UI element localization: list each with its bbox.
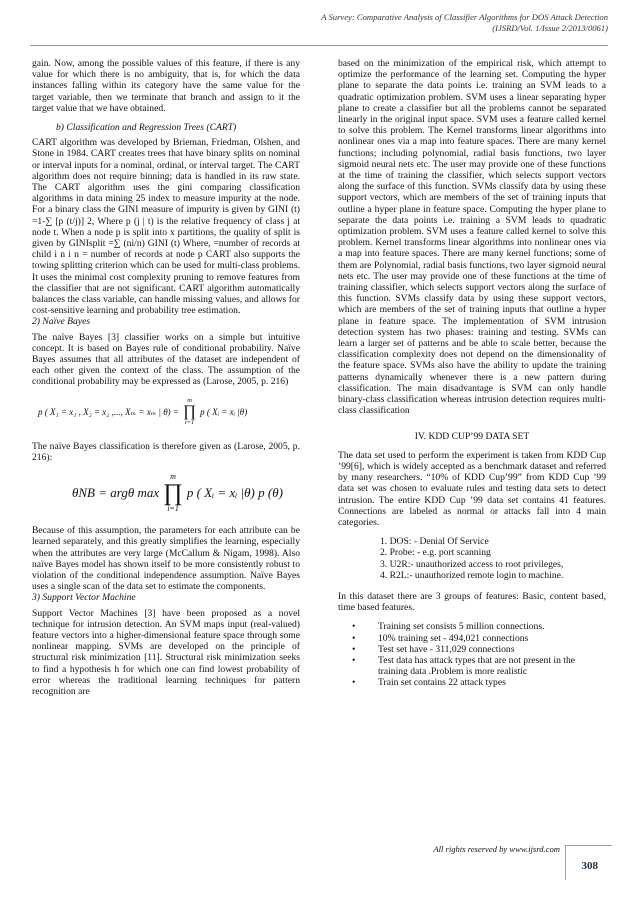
right-column (338, 58, 606, 689)
paragraph-naive-bayes-assumption: Because of this assumption, the parameters for each attribute can be learned separately, and this greatly simplifies the learning, especially when the attributes are very large (McCallum & Nigam, 1998). Also naïve Bayes model has shown itself to be more consistently robust to violation of the conditional independence assumption. Naïve Bayes uses a single scan of the data set to estimate the components. (32, 525, 300, 593)
heading-kdd-cup-99: IV. KDD CUP’99 DATA SET (414, 430, 530, 442)
bullet-icon: • (352, 632, 356, 644)
paragraph-naive-bayes: The naïve Bayes [3] classifier works on a simple but intuitive concept. It is based on Bayes rule of conditional probability. Naïve Bayes assumes that all attributes of the dataset are independent of each other given the context of the class. The assumption of the conditional probability may be expressed as (Larose, 2005, p. 216) (32, 331, 300, 388)
list-item: 4. R2L:- unauthorized remote login to machine. (380, 569, 564, 581)
list-item-text: 10% training set - 494,021 connections (378, 632, 529, 644)
paragraph-svm: Support Vector Machines [3] have been proposed as a novel technique for intrusion detection. An SVM maps input (real-valued) feature vectors into a higher-dimensional feature space through some nonlinear mapping. SVMs are developed on the principle of structural risk minimization [11]. Structural risk minimization seeks to find a hypothesis h for which one can find lowest probability of error whereas the traditional learning techniques for pattern recognition are (32, 607, 300, 697)
list-item (338, 655, 606, 677)
paragraph-svm-continued: based on the minimization of the empirical risk, which attempt to optimize the performance of the learning set. Computing the hyper plane to separate the data points i.e. training an SVM leads to a quadratic optimization problem. SVM uses a linear separating hyper plane to create a classifier but all the problems cannot be separated linearly in the original input space. SVM uses a feature called kernel to solve this problem. The Kernel transforms linear algorithms into nonlinear ones via a map into feature spaces. There are many kernel functions; including polynomial, radial basis functions, two layer sigmoid neural nets etc. The user may provide one of these functions at the time of training the classifier, which selects support vectors along the surface of this function. SVMs classify data by using these support vectors, which are members of the set of training inputs that outline a hyper plane in feature space. Computing the hyper plane to separate the data points i.e. training a SVM leads to quadratic optimization problem. SVM uses a feature called kernel to solve this problem. Kernel transforms linear algorithms into nonlinear ones via a map into feature spaces. There are many kernel functions; some of them are Polynomial, radial basis functions, two layer sigmoid neural nets etc. The user may provide one of these functions at the time of training classifier, which selects support vectors along the surface of this function. SVMs classify data by using these support vectors, which are members of the set of training inputs that outline a hyper plane in feature space. The implementation of SVM intrusion detection system has two phases: training and testing. SVMs can learn a larger set of patterns and be able to scale better, because the classification complexity does not depend on the dimensionality of the feature space. SVMs also have the ability to update the training patterns dynamically whenever there is a new pattern during classification. The main disadvantage is SVM can only handle binary-class classification whereas intrusion detection requires multi-class classification (338, 58, 606, 417)
equation2-rhs: p ( Xᵢ = xᵢ |θ) p (θ) (186, 485, 283, 501)
footer-rights: All rights reserved by www.ijsrd.com (433, 844, 560, 854)
paragraph-id3-end: gain. Now, among the possible values of this feature, if there is any value for which there is no ambiguity, that is, for which the data instances falling within its category have the same value for the target variable, then we terminate that branch and assign to it the target value that we have obtained. (32, 58, 300, 114)
product-sign: ∏ (182, 403, 197, 421)
running-header (188, 12, 608, 34)
list-item-text: Test set have - 311,029 connections (378, 643, 515, 655)
product-operator (183, 398, 196, 427)
equation-naive-bayes-classifier (32, 473, 300, 513)
product-lower-limit: i=1 (184, 419, 195, 427)
bullet-icon: • (352, 621, 356, 633)
header-volume: (IJSRD/Vol. 1/Issue 2/2013/0061) (492, 23, 608, 33)
product-operator-large (163, 473, 183, 513)
bullet-icon: • (352, 643, 356, 655)
product-upper-limit: m (187, 396, 192, 404)
list-item: 2. Probe: - e.g. port scanning (380, 547, 491, 559)
paragraph-cart: CART algorithm was developed by Brieman, Friedman, Olshen, and Stone in 1984. CART creates trees that have binary splits on nominal or interval inputs for a nominal, ordinal, or interval target. The CART algorithm does not require binning; data is handled in its raw state. The CART algorithm uses the gini comparing classification algorithms in data mining 25 index to measure impurity at the node. For a binary class the GINI measure of impurity is given by GINI (t) =1-∑ [p (t/j)] 2, Where p (j | t) is the relative frequency of class j at node t. When a node p is split into x partitions, the quality of split is given by GINIsplit =∑ (ni/n) GINI (t) Where, =number of records at child i n i n = number of records at node p CART also supports the towing splitting criterion which can be used for multi-class problems. It uses the minimal cost complexity pruning to remove features from the classifier that are not significant. CART algorithm automatically balances the class variable, can handle missing values, and allows for cost-sensitive learning and probability tree estimation. (32, 137, 300, 317)
equation-conditional-independence (32, 398, 300, 427)
list-item: 3. U2R:- unauthorized access to root privileges, (380, 558, 564, 570)
heading-naive-bayes: 2) Naïve Bayes (32, 316, 91, 328)
list-item-text: Training set consists 5 million connections. (378, 621, 545, 633)
product-sign: ∏ (163, 480, 183, 507)
list-item: 1. DOS: - Denial Of Service (380, 536, 489, 548)
header-title: A Survey: Comparative Analysis of Classifier Algorithms for DOS Attack Detection (321, 12, 608, 22)
list-item (338, 633, 606, 644)
bullet-icon: • (352, 677, 356, 689)
paragraph-feature-groups: In this dataset there are 3 groups of features: Basic, content based, time based features. (338, 590, 606, 614)
heading-svm: 3) Support Vector Machine (32, 592, 136, 604)
list-item (338, 644, 606, 655)
equation1-rhs: p ( Xᵢ = xᵢ |θ) (200, 406, 248, 417)
bullet-icon: • (352, 654, 356, 666)
header-divider (30, 45, 608, 46)
list-item (338, 677, 606, 688)
list-item-text: Train set contains 22 attack types (378, 677, 506, 689)
left-column (32, 58, 300, 705)
dataset-facts-list (338, 621, 606, 688)
list-item-text: Test data has attack types that are not present in the training data .Problem is more realistic (378, 654, 575, 678)
paragraph-naive-bayes-classification: The naïve Bayes classification is therefore given as (Larose, 2005, p. 216): (32, 440, 300, 463)
heading-cart: b) Classification and Regression Trees (CART) (56, 122, 237, 134)
equation1-lhs: p ( X₁ = x₁ , X₂ = x₂ ,..., Xₘ = xₘ | θ) = (38, 406, 179, 417)
product-lower-limit: i=1 (167, 504, 179, 514)
product-upper-limit: m (170, 472, 176, 482)
paragraph-kdd-dataset: The data set used to perform the experiment is taken from KDD Cup ’99[6], which is widely accepted as a benchmark dataset and referred by many researchers. “10% of KDD Cup’99” from KDD Cup ’99 data set was chosen to evaluate rules and testing data sets to detect intrusion. The entire KDD Cup ’99 data set contains 41 features. Connections are labeled as normal or attacks fall into 4 main categories. (338, 449, 606, 528)
list-item (338, 621, 606, 632)
equation2-lhs: θNB = argθ max (72, 485, 160, 501)
page-number: 308 (581, 860, 598, 872)
attack-category-list (380, 536, 606, 581)
